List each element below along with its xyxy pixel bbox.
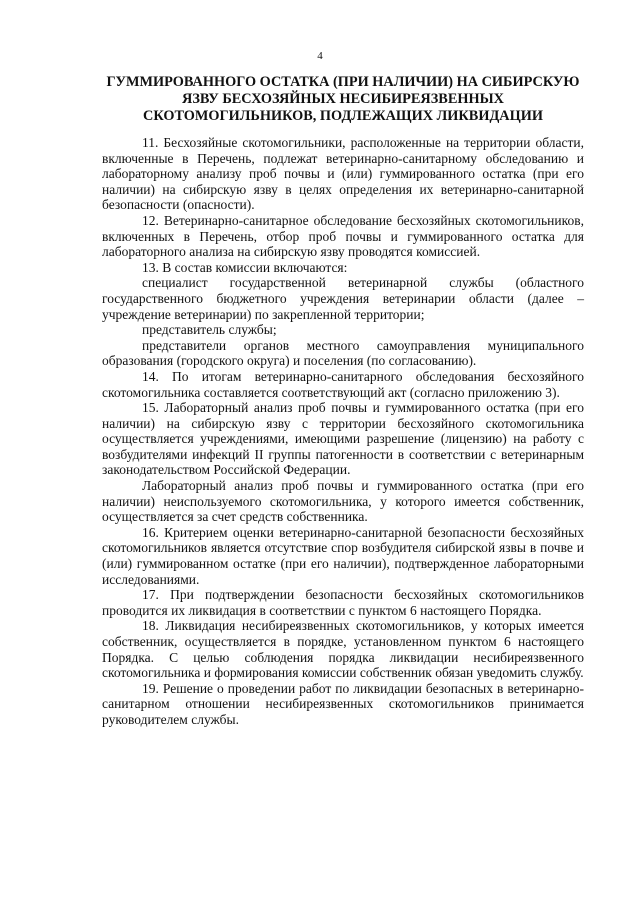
paragraph-13-item-local-gov: представители органов местного самоуправления муниципального образования (городского округа) и поселения (по согласованию). (102, 337, 584, 369)
paragraph-15-owner: Лабораторный анализ проб почвы и гуммированного остатка (при его наличии) неиспользуемого скотомогильника, у которого имеется собственник, осуществляется за счет средств собственника. (102, 478, 584, 525)
paragraph-17: 17. При подтверждении безопасности бесхозяйных скотомогильников проводится их ликвидация в соответствии с пунктом 6 настоящего Порядка. (102, 587, 584, 618)
paragraph-12: 12. Ветеринарно-санитарное обследование бесхозяйных скотомогильников, включенных в Перечень, отбор проб почвы и гуммированного остатка для лабораторного анализа на сибирскую язву проводятся комиссией. (102, 212, 584, 260)
paragraph-15: 15. Лабораторный анализ проб почвы и гуммированного остатка (при его наличии) на сибирскую язву с территории бесхозяйного скотомогильника осуществляется учреждениями, имеющими разрешение (лицензию) на работу с возбудителями инфекций II группы патогенности в соответствии с ветеринарным законодательством Российской Федерации. (102, 400, 584, 478)
paragraph-18: 18. Ликвидация несибиреязвенных скотомогильников, у которых имеется собственник, осуществляется в порядке, установленном пунктом 6 настоящего Порядка. С целью соблюдения порядка ликвидации несибиреязвенного скотомогильника и формирования комиссии собственник обязан уведомить службу. (102, 618, 584, 681)
paragraph-13: 13. В состав комиссии включаются: (142, 259, 348, 275)
section-heading (102, 74, 584, 125)
paragraph-13-item-specialist: специалист государственной ветеринарной службы (областного государственного бюджетного учреждения ветеринарии области (далее – учреждение ветеринарии) по закрепленной территории; (102, 275, 584, 322)
heading-line-2: ЯЗВУ БЕСХОЗЯЙНЫХ НЕСИБИРЕЯЗВЕННЫХ (182, 91, 504, 107)
paragraph-19: 19. Решение о проведении работ по ликвидации безопасных в ветеринарно-санитарном отношении несибиреязвенных скотомогильников принимается руководителем службы. (102, 680, 584, 727)
paragraph-13-item-service-rep: представитель службы; (142, 322, 277, 338)
heading-line-1: ГУММИРОВАННОГО ОСТАТКА (ПРИ НАЛИЧИИ) НА СИБИРСКУЮ (106, 74, 580, 90)
paragraph-14: 14. По итогам ветеринарно-санитарного обследования бесхозяйного скотомогильника составляется соответствующий акт (согласно приложению 3). (102, 368, 584, 400)
paragraph-11: 11. Бесхозяйные скотомогильники, расположенные на территории области, включенные в Перечень, подлежат ветеринарно-санитарному обследованию и лабораторному анализу проб почвы и (или) гуммированного остатка (при его наличии) на сибирскую язву в целях определения их ветеринарно-санитарной безопасности (опасности). (102, 135, 584, 213)
heading-line-3: СКОТОМОГИЛЬНИКОВ, ПОДЛЕЖАЩИХ ЛИКВИДАЦИИ (143, 108, 543, 124)
paragraph-16: 16. Критерием оценки ветеринарно-санитарной безопасности бесхозяйных скотомогильников является отсутствие спор возбудителя сибирской язвы в почве и (или) гуммированном остатке (при его наличии), подтвержденное лабораторными исследованиями. (102, 524, 584, 587)
document-body (102, 135, 584, 728)
page-number: 4 (317, 50, 323, 62)
